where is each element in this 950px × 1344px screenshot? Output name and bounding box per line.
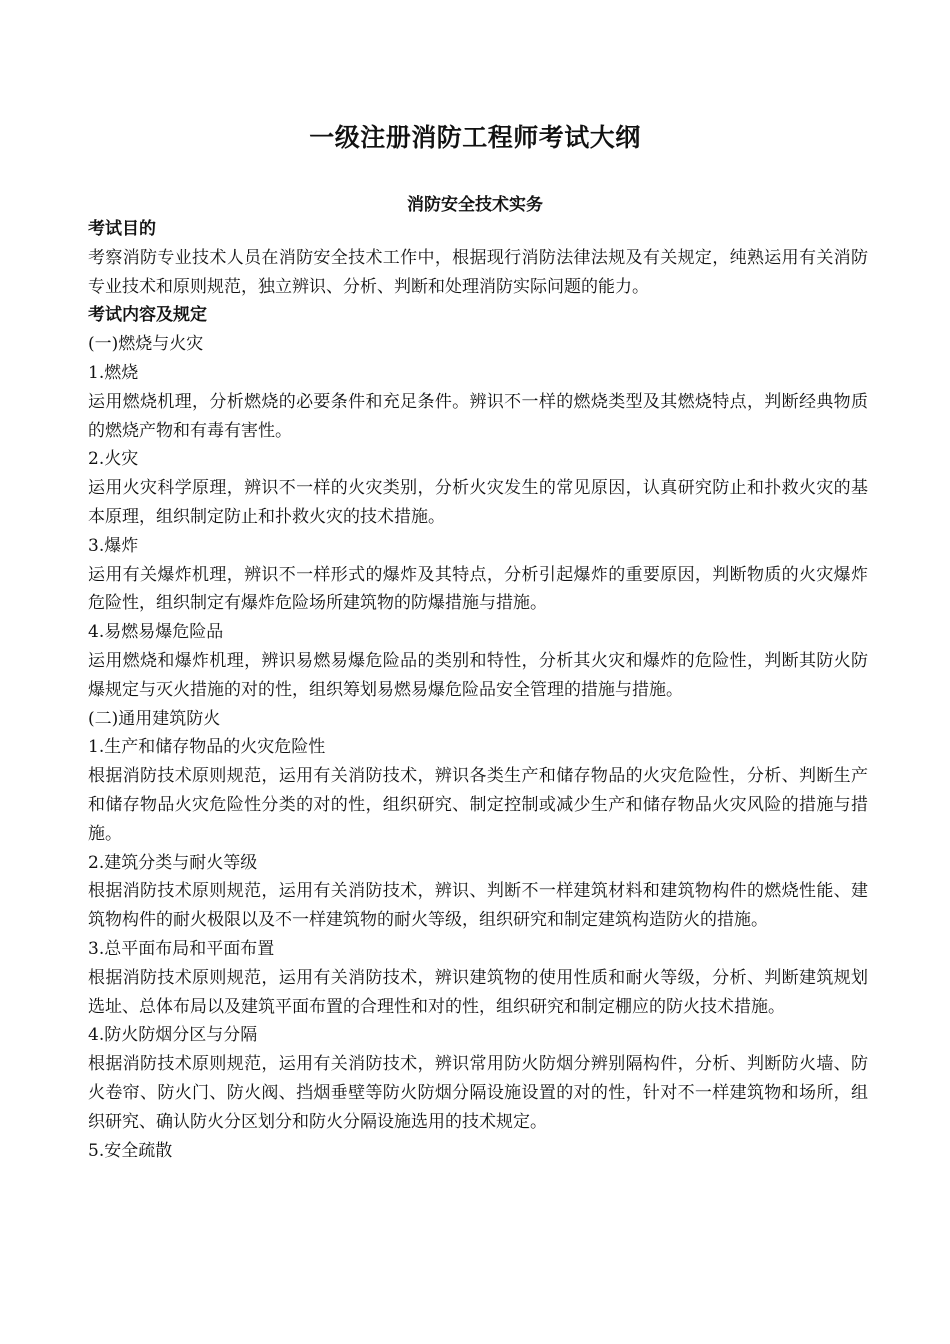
item1-4-title: 4.易燃易爆危险品 — [88, 622, 224, 643]
part1-title: (一)燃烧与火灾 — [88, 334, 204, 355]
content-heading: 考试内容及规定 — [88, 305, 207, 326]
document-body — [88, 215, 868, 1165]
item1-3-text: 运用有关爆炸机理，辨识不一样形式的爆炸及其特点，分析引起爆炸的重要原因，判断物质的火灾爆炸危险性，组织制定有爆炸危险场所建筑物的防爆措施与措施。 — [88, 564, 868, 614]
item1-3-title: 3.爆炸 — [88, 535, 139, 556]
item2-5-title: 5.安全疏散 — [88, 1140, 173, 1161]
item1-1-text: 运用燃烧机理，分析燃烧的必要条件和充足条件。辨识不一样的燃烧类型及其燃烧特点，判断经典物质的燃烧产物和有毒有害性。 — [88, 391, 868, 441]
item2-1-text: 根据消防技术原则规范，运用有关消防技术，辨识各类生产和储存物品的火灾危险性，分析、判断生产和储存物品火灾危险性分类的对的性，组织研究、制定控制或减少生产和储存物品火灾风险的措施与措施。 — [88, 766, 868, 844]
purpose-heading: 考试目的 — [88, 219, 156, 239]
item2-1-title: 1.生产和储存物品的火灾危险性 — [88, 737, 326, 758]
document-title: 一级注册消防工程师考试大纲 — [309, 123, 641, 152]
item2-3-text: 根据消防技术原则规范，运用有关消防技术，辨识建筑物的使用性质和耐火等级，分析、判断建筑规划选址、总体布局以及建筑平面布置的合理性和对的性，组织研究和制定棚应的防火技术措施。 — [88, 967, 868, 1017]
item2-4-text: 根据消防技术原则规范，运用有关消防技术，辨识常用防火防烟分辨别隔构件，分析、判断防火墙、防火卷帘、防火门、防火阀、挡烟垂壁等防火防烟分隔设施设置的对的性，针对不一样建筑物和场所，组织研究、确认防火分区划分和防火分隔设施选用的技术规定。 — [88, 1054, 868, 1132]
item1-4-text: 运用燃烧和爆炸机理，辨识易燃易爆危险品的类别和特性，分析其火灾和爆炸的危险性，判断其防火防爆规定与灭火措施的对的性，组织筹划易燃易爆危险品安全管理的措施与措施。 — [88, 650, 868, 700]
document-subtitle: 消防安全技术实务 — [407, 195, 543, 215]
purpose-text: 考察消防专业技术人员在消防安全技术工作中，根据现行消防法律法规及有关规定，纯熟运用有关消防专业技术和原则规范，独立辨识、分析、判断和处理消防实际问题的能力。 — [88, 247, 868, 297]
item2-2-text: 根据消防技术原则规范，运用有关消防技术，辨识、判断不一样建筑材料和建筑物构件的燃烧性能、建筑物构件的耐火极限以及不一样建筑物的耐火等级，组织研究和制定建筑构造防火的措施。 — [88, 881, 868, 931]
item1-1-title: 1.燃烧 — [88, 362, 139, 383]
item2-4-title: 4.防火防烟分区与分隔 — [88, 1025, 258, 1046]
item1-2-text: 运用火灾科学原理，辨识不一样的火灾类别，分析火灾发生的常见原因，认真研究防止和扑救火灾的基本原理，组织制定防止和扑救火灾的技术措施。 — [88, 478, 868, 527]
item2-2-title: 2.建筑分类与耐火等级 — [88, 852, 258, 873]
part2-title: (二)通用建筑防火 — [88, 708, 221, 729]
item2-3-title: 3.总平面布局和平面布置 — [88, 938, 275, 959]
item1-2-title: 2.火灾 — [88, 449, 139, 470]
